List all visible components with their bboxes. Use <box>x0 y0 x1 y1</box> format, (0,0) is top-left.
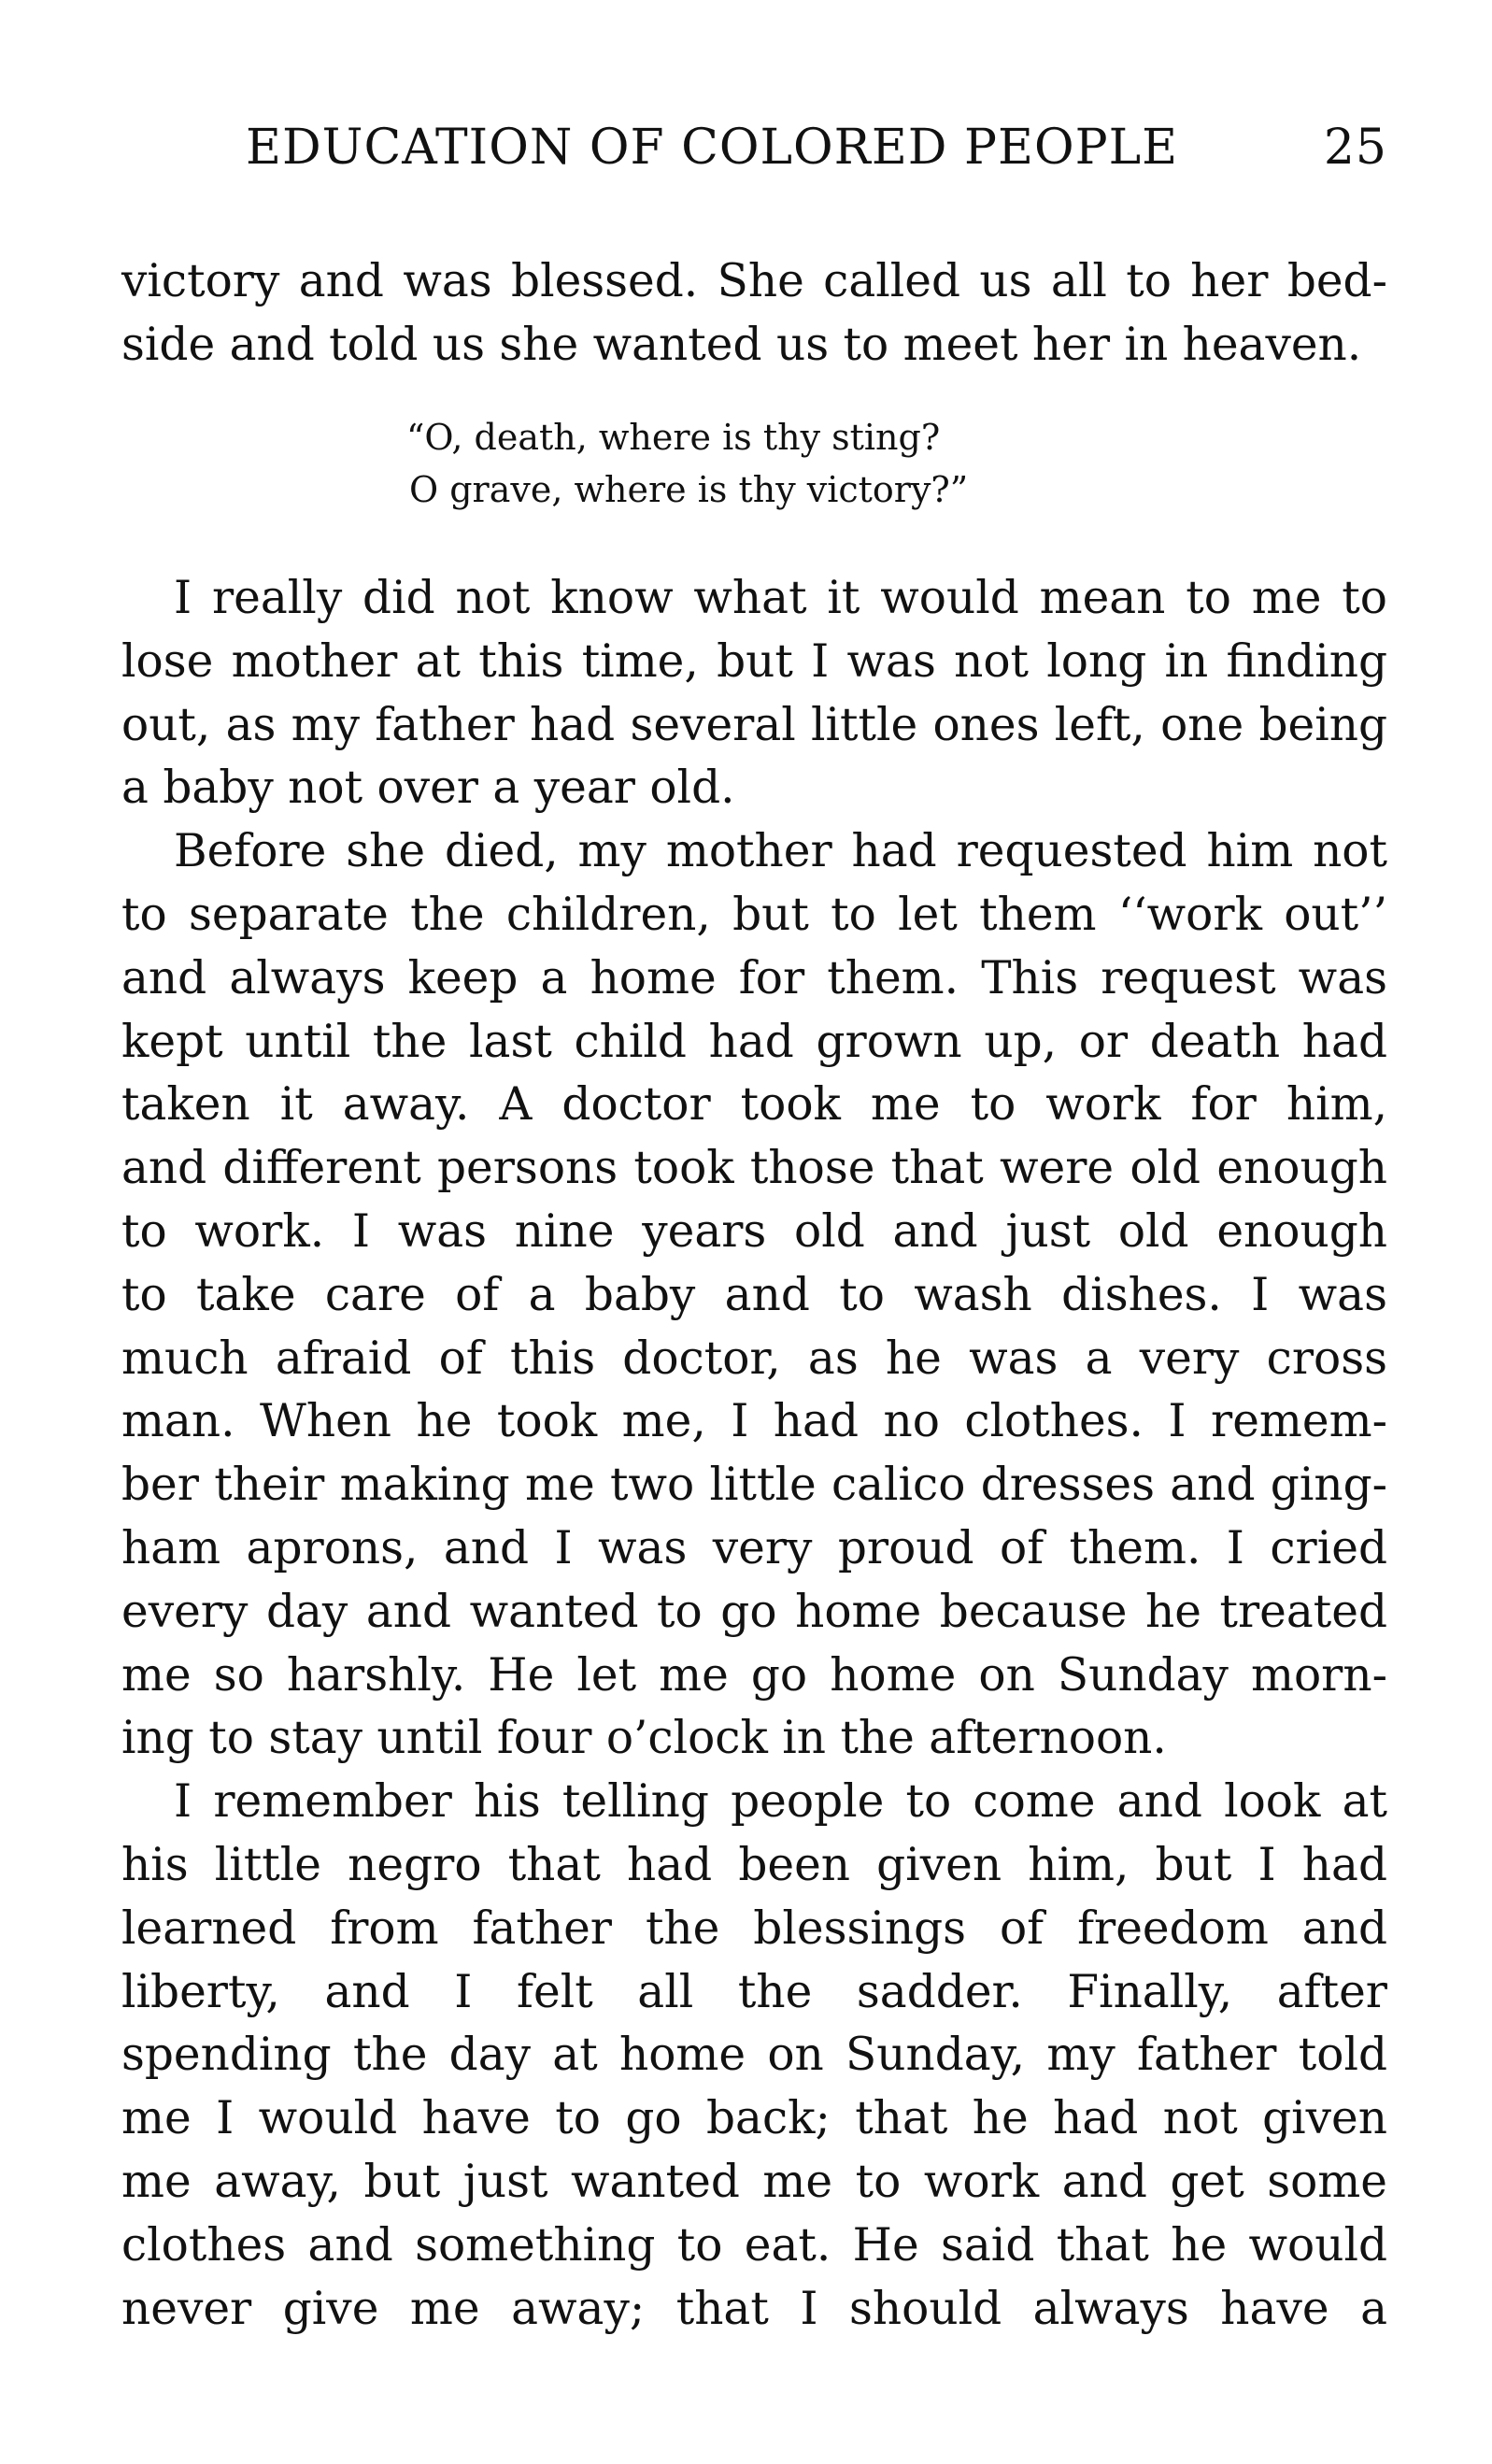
main-text <box>121 567 1387 2341</box>
text-line: every day and wanted to go home because he treated <box>121 1585 1387 1638</box>
poem-quote <box>406 411 968 516</box>
text-line: victory and was blessed. She called us all to her bed- <box>121 255 1387 307</box>
text-line: and always keep a home for them. This request was <box>121 951 1387 1004</box>
text-line: I remember his telling people to come and look at <box>174 1775 1387 1829</box>
text-line: lose mother at this time, but I was not long in finding <box>121 634 1387 688</box>
text-line: taken it away. A doctor took me to work for him, <box>121 1078 1387 1132</box>
text-line: side and told us she wanted us to meet her in heaven. <box>121 318 1362 371</box>
running-header <box>246 120 1387 176</box>
page-number: 25 <box>1323 120 1387 176</box>
text-line: Before she died, my mother had requested him not <box>174 825 1387 878</box>
paragraph <box>121 1771 1387 2341</box>
text-line: clothes and something to eat. He said that he would <box>121 2218 1387 2272</box>
text-line: ing to stay until four o’clock in the afternoon. <box>121 1712 1167 1765</box>
text-line: I really did not know what it would mean to me to <box>174 572 1387 624</box>
paragraph <box>121 820 1387 1771</box>
text-line: liberty, and I felt all the sadder. Finally, after <box>121 1965 1387 2018</box>
text-line: learned from father the blessings of freedom and <box>121 1901 1387 1955</box>
text-line: ham aprons, and I was very proud of them. I cried <box>121 1521 1387 1574</box>
running-head-title: EDUCATION OF COLORED PEOPLE <box>246 120 1179 176</box>
intro-text <box>121 250 1387 377</box>
text-line: a baby not over a year old. <box>121 762 735 815</box>
text-line: much afraid of this doctor, as he was a very cross <box>121 1332 1387 1385</box>
text-line: me so harshly. He let me go home on Sunday morn- <box>121 1648 1387 1702</box>
text-line: to take care of a baby and to wash dishes. I was <box>121 1268 1387 1321</box>
paragraph <box>121 567 1387 820</box>
text-line: me away, but just wanted me to work and get some <box>121 2155 1387 2208</box>
text-line: out, as my father had several little ones left, one being <box>121 698 1387 751</box>
text-line: never give me away; that I should always have a <box>121 2282 1387 2335</box>
text-line: to separate the children, but to let them ‘‘work out’’ <box>121 888 1387 941</box>
text-line: spending the day at home on Sunday, my father told <box>121 2029 1387 2082</box>
text-line: to work. I was nine years old and just old enough <box>121 1204 1387 1258</box>
quote-line: O grave, where is thy victory?” <box>409 469 969 510</box>
text-line: kept until the last child had grown up, or death had <box>121 1015 1387 1068</box>
quote-line: “O, death, where is thy sting? <box>406 417 941 458</box>
text-line: ber their making me two little calico dresses and ging- <box>121 1459 1387 1512</box>
text-line: his little negro that had been given him, but I had <box>121 1838 1387 1891</box>
text-line: and different persons took those that were old enough <box>121 1142 1387 1195</box>
text-line: me I would have to go back; that he had not given <box>121 2092 1387 2145</box>
text-line: man. When he took me, I had no clothes. I remem- <box>121 1395 1387 1448</box>
